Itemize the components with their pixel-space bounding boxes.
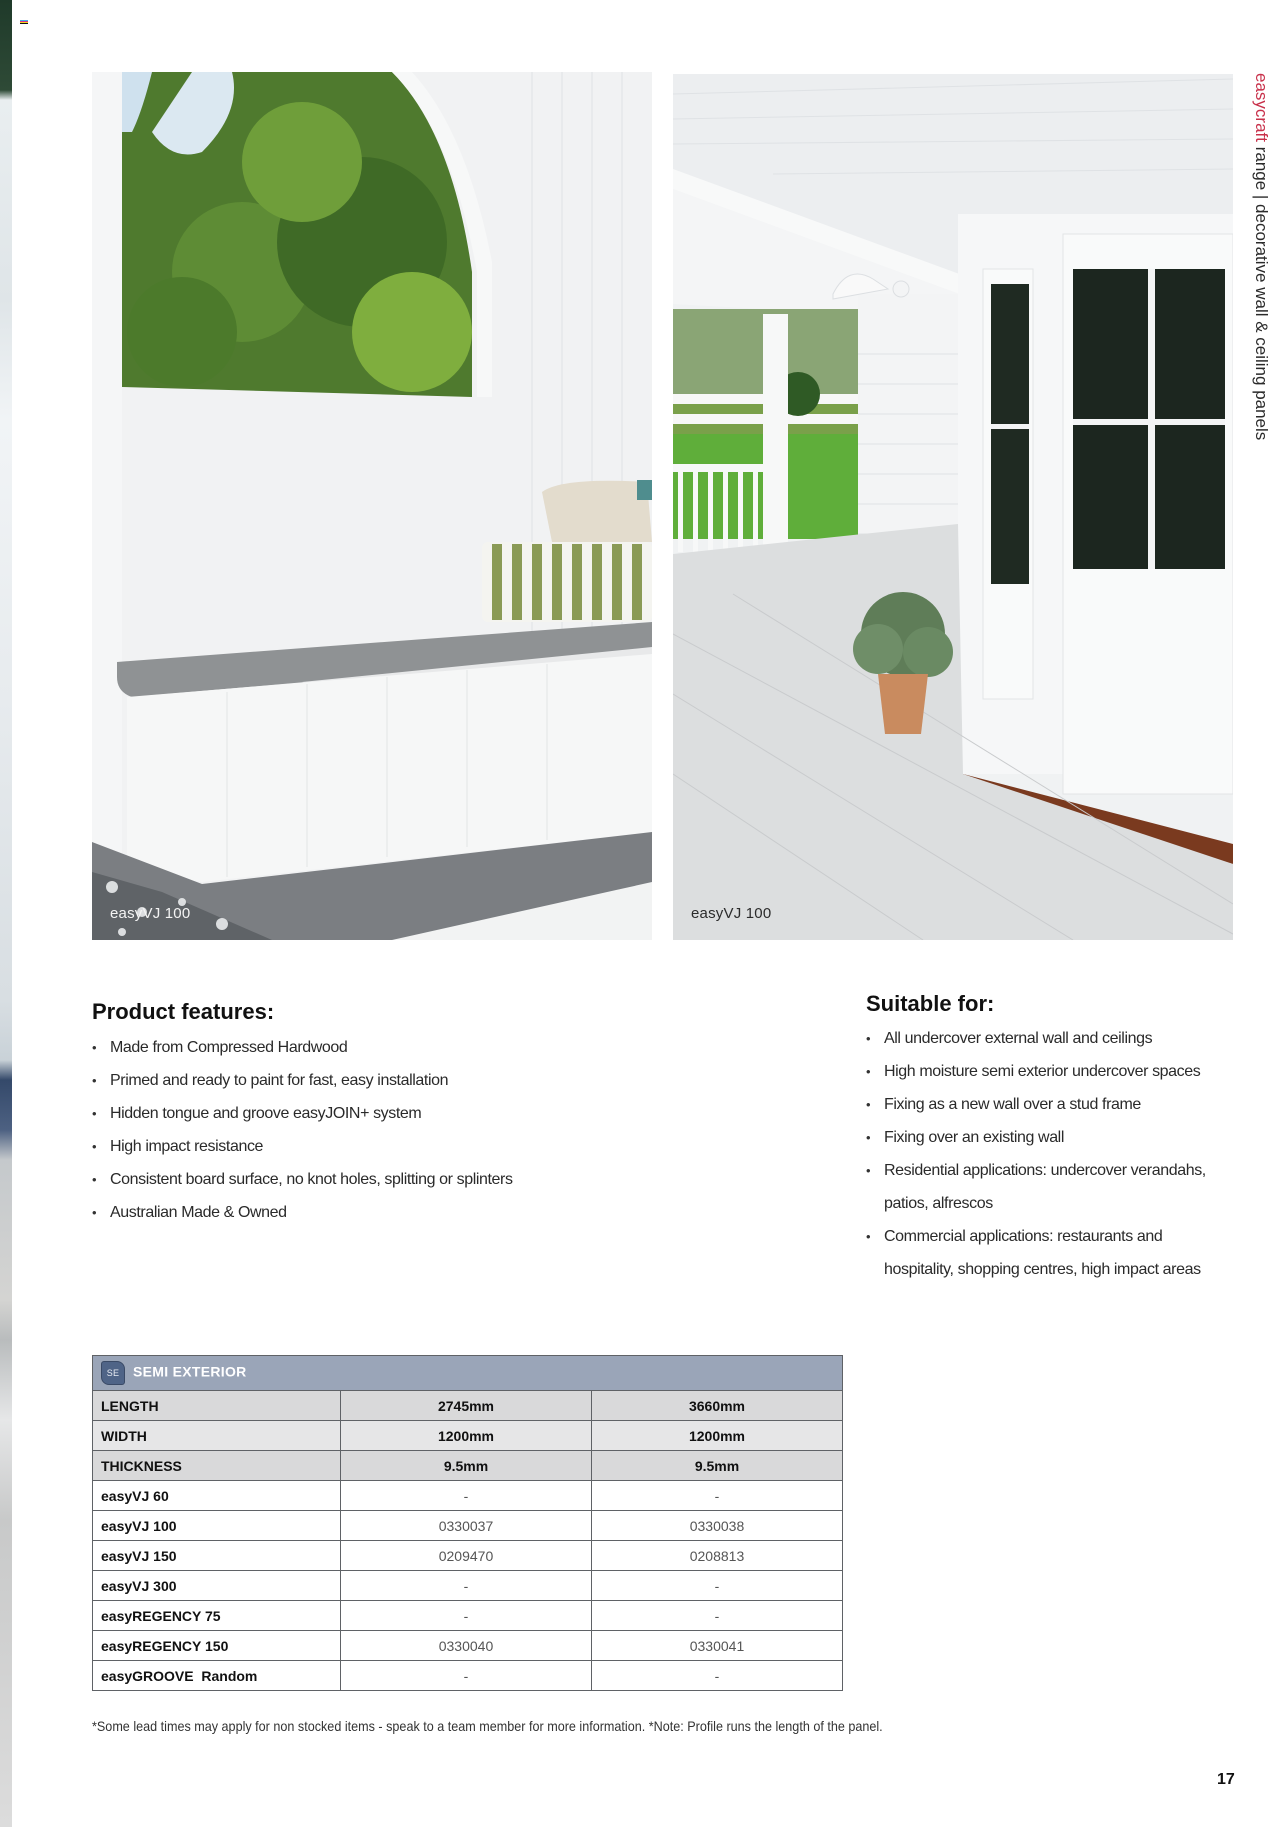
cell-value: 0330037 <box>341 1511 592 1541</box>
row-label: easyVJ 300 <box>93 1571 341 1601</box>
cell-value: 2745mm <box>341 1391 592 1421</box>
side-title-rest: range | decorative wall & ceiling panels <box>1252 141 1271 441</box>
product-features-heading: Product features: <box>92 999 275 1024</box>
row-label: easyGROOVE Random <box>93 1661 341 1691</box>
list-item: • Australian Made & Owned <box>92 1196 612 1229</box>
suitable-for-heading: Suitable for: <box>866 991 995 1016</box>
row-label: easyVJ 60 <box>93 1481 341 1511</box>
photo-bench-seat <box>92 72 652 940</box>
cell-value: 3660mm <box>592 1391 843 1421</box>
row-label: easyVJ 100 <box>93 1511 341 1541</box>
print-color-mark <box>20 20 28 24</box>
bench-seat-illustration <box>92 72 652 940</box>
cell-value: - <box>592 1661 843 1691</box>
table-title: SEMI EXTERIOR <box>133 1363 247 1380</box>
list-item: • Fixing as a new wall over a stud frame <box>866 1088 1226 1121</box>
cell-value: 0330038 <box>592 1511 843 1541</box>
list-item: • High impact resistance <box>92 1130 612 1163</box>
row-label: THICKNESS <box>93 1451 341 1481</box>
photo-caption: easyVJ 100 <box>110 905 191 922</box>
table-row <box>93 1631 843 1661</box>
list-item: • Hidden tongue and groove easyJOIN+ system <box>92 1097 612 1130</box>
row-label: WIDTH <box>93 1421 341 1451</box>
cell-value: 0330041 <box>592 1631 843 1661</box>
cell-value: 1200mm <box>592 1421 843 1451</box>
table-row <box>93 1601 843 1631</box>
side-title-brand: easycraft <box>1252 73 1271 142</box>
cell-value: - <box>341 1481 592 1511</box>
table-row <box>93 1481 843 1511</box>
photo-verandah <box>673 74 1233 940</box>
row-label: easyREGENCY 150 <box>93 1631 341 1661</box>
side-title <box>1251 73 1271 440</box>
list-item: • Primed and ready to paint for fast, easy installation <box>92 1064 612 1097</box>
footnote: *Some lead times may apply for non stocked items - speak to a team member for more information. *Note: Profile runs the length of the panel. <box>92 1718 883 1734</box>
row-label: easyVJ 150 <box>93 1541 341 1571</box>
table-row <box>93 1541 843 1571</box>
cell-value: - <box>341 1601 592 1631</box>
cell-value: 0208813 <box>592 1541 843 1571</box>
cell-value: 0209470 <box>341 1541 592 1571</box>
spec-table <box>92 1355 843 1691</box>
cell-value: 0330040 <box>341 1631 592 1661</box>
product-features-list <box>92 1031 612 1229</box>
cell-value: 9.5mm <box>592 1451 843 1481</box>
list-item: • Residential applications: undercover verandahs, patios, alfrescos <box>866 1154 1226 1220</box>
cell-value: - <box>341 1661 592 1691</box>
table-header <box>93 1356 843 1391</box>
verandah-illustration <box>673 74 1233 940</box>
list-item: • High moisture semi exterior undercover spaces <box>866 1055 1226 1088</box>
table-row <box>93 1661 843 1691</box>
cell-value: 9.5mm <box>341 1451 592 1481</box>
table-row <box>93 1451 843 1481</box>
semi-exterior-badge-icon: SE <box>101 1361 125 1385</box>
list-item: • Commercial applications: restaurants and hospitality, shopping centres, high impact areas <box>866 1220 1226 1286</box>
table-row <box>93 1571 843 1601</box>
list-item: • All undercover external wall and ceilings <box>866 1022 1226 1055</box>
cell-value: - <box>341 1571 592 1601</box>
row-label: easyREGENCY 75 <box>93 1601 341 1631</box>
table-row <box>93 1421 843 1451</box>
cell-value: - <box>592 1481 843 1511</box>
list-item: • Made from Compressed Hardwood <box>92 1031 612 1064</box>
suitable-for-list <box>866 1022 1226 1286</box>
table-row <box>93 1511 843 1541</box>
list-item: • Fixing over an existing wall <box>866 1121 1226 1154</box>
table-row <box>93 1391 843 1421</box>
row-label: LENGTH <box>93 1391 341 1421</box>
cell-value: 1200mm <box>341 1421 592 1451</box>
cell-value: - <box>592 1571 843 1601</box>
page-number: 17 <box>1217 1771 1235 1788</box>
photo-caption: easyVJ 100 <box>691 905 772 922</box>
cell-value: - <box>592 1601 843 1631</box>
previous-page-edge <box>0 0 12 1827</box>
list-item: • Consistent board surface, no knot holes, splitting or splinters <box>92 1163 612 1196</box>
